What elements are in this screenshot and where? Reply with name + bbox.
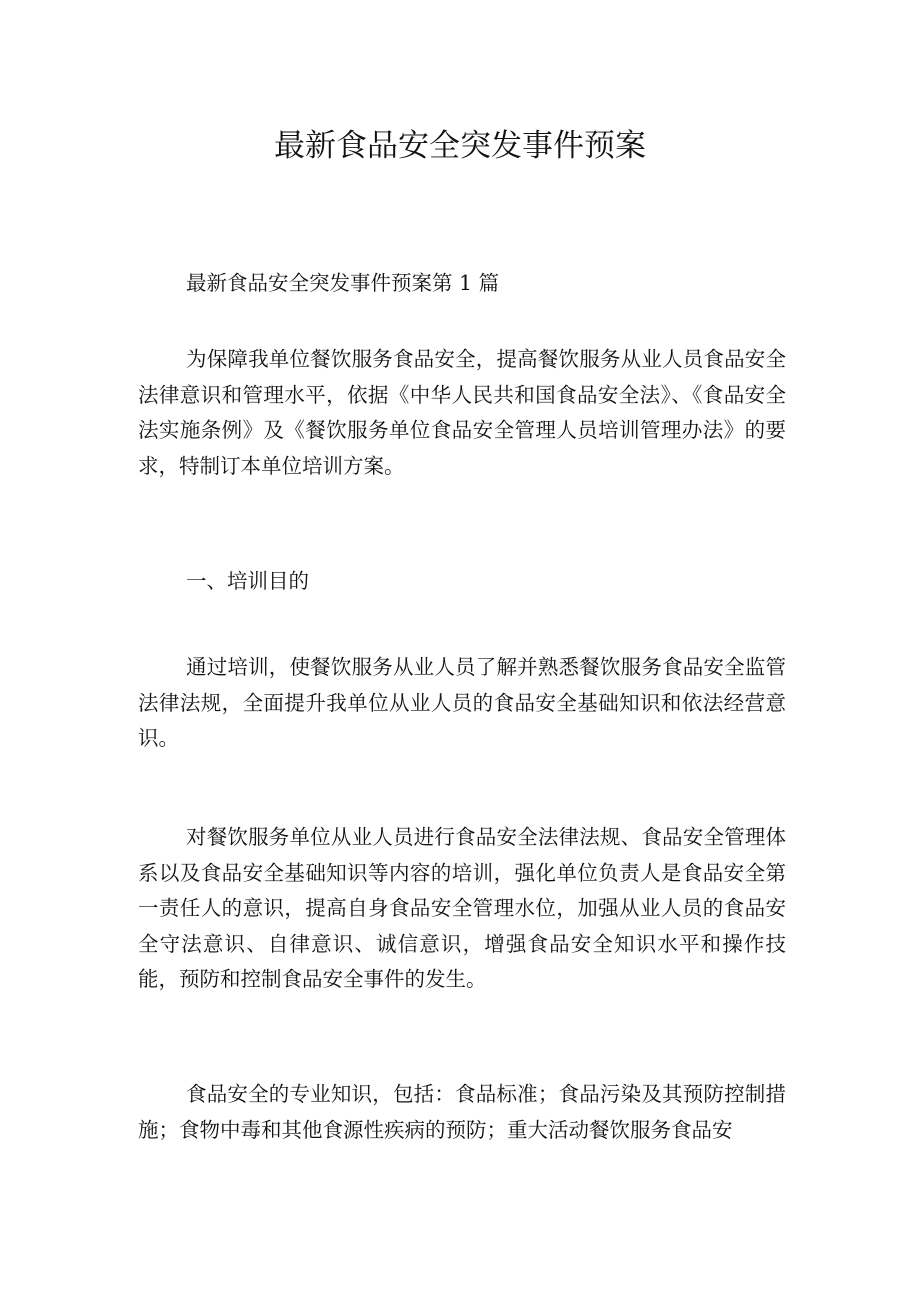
section-subtitle: 最新食品安全突发事件预案第 1 篇 (186, 271, 500, 295)
knowledge-paragraph: 食品安全的专业知识，包括：食品标准；食品污染及其预防控制措施；食物中毒和其他食源性疾病的预防；重大活动餐饮服务食品安 (138, 1082, 786, 1142)
intro-paragraph: 为保障我单位餐饮服务食品安全，提高餐饮服务从业人员食品安全法律意识和管理水平，依据《中华人民共和国食品安全法》、《食品安全法实施条例》及《餐饮服务单位食品安全管理人员培训管理办法》的要求，特制订本单位培训方案。 (138, 347, 786, 478)
content-paragraph: 对餐饮服务单位从业人员进行食品安全法律法规、食品安全管理体系以及食品安全基础知识等内容的培训，强化单位负责人是食品安全第一责任人的意识，提高自身食品安全管理水位，加强从业人员的食品安全守法意识、自律意识、诚信意识，增强食品安全知识水平和操作技能，预防和控制食品安全事件的发生。 (138, 825, 786, 991)
document-title: 最新食品安全突发事件预案 (274, 128, 646, 164)
purpose-paragraph: 通过培训，使餐饮服务从业人员了解并熟悉餐饮服务食品安全监管法律法规，全面提升我单位从业人员的食品安全基础知识和依法经营意识。 (138, 655, 786, 750)
section-heading-training-purpose: 一、培训目的 (186, 569, 309, 593)
